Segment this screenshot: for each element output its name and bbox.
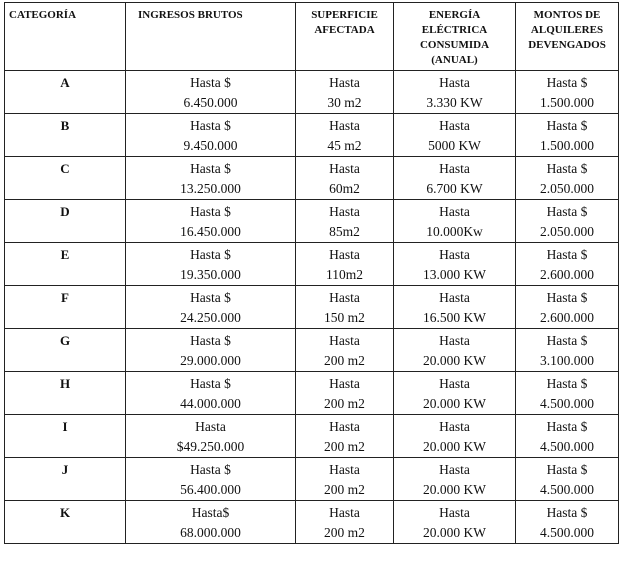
superficie-line: Hasta	[329, 204, 360, 219]
ingresos-cell	[126, 157, 296, 200]
header-line: SUPERFICIE	[311, 9, 378, 21]
header-line: DEVENGADOS	[528, 39, 606, 51]
category-cell: A	[5, 71, 126, 114]
alquileres-cell	[516, 415, 619, 458]
energia-line: Hasta	[439, 118, 470, 133]
header-line: INGRESOS BRUTOS	[138, 9, 243, 21]
header-ingresos-brutos	[126, 3, 296, 71]
ingresos-cell	[126, 243, 296, 286]
superficie-cell	[296, 415, 394, 458]
energia-line: 6.700 KW	[426, 181, 483, 196]
superficie-line: 200 m2	[324, 396, 365, 411]
alquileres-cell	[516, 71, 619, 114]
table-row	[5, 415, 619, 458]
alquileres-line: Hasta $	[546, 247, 588, 262]
superficie-line: Hasta	[329, 290, 360, 305]
energia-cell	[394, 71, 516, 114]
alquileres-cell	[516, 200, 619, 243]
ingresos-cell	[126, 329, 296, 372]
table-row	[5, 372, 619, 415]
category-cell: I	[5, 415, 126, 458]
category-cell: E	[5, 243, 126, 286]
ingresos-line: 24.250.000	[180, 310, 241, 325]
energia-cell	[394, 286, 516, 329]
alquileres-line: Hasta $	[546, 161, 588, 176]
alquileres-line: 2.050.000	[540, 224, 594, 239]
categories-table	[4, 2, 619, 544]
alquileres-line: 1.500.000	[540, 95, 594, 110]
ingresos-line: 44.000.000	[180, 396, 241, 411]
alquileres-cell	[516, 372, 619, 415]
superficie-line: 60m2	[329, 181, 360, 196]
energia-line: 3.330 KW	[426, 95, 483, 110]
alquileres-line: 4.500.000	[540, 482, 594, 497]
header-energia-electrica	[394, 3, 516, 71]
ingresos-cell	[126, 458, 296, 501]
energia-line: 10.000Kw	[426, 224, 483, 239]
energia-line: Hasta	[439, 161, 470, 176]
superficie-line: Hasta	[329, 462, 360, 477]
table-row	[5, 458, 619, 501]
alquileres-line: Hasta $	[546, 419, 588, 434]
alquileres-line: Hasta $	[546, 333, 588, 348]
ingresos-cell	[126, 114, 296, 157]
energia-line: 13.000 KW	[423, 267, 486, 282]
energia-line: 20.000 KW	[423, 353, 486, 368]
superficie-line: 110m2	[326, 267, 363, 282]
ingresos-line: Hasta $	[190, 462, 231, 477]
energia-cell	[394, 372, 516, 415]
alquileres-line: Hasta $	[546, 462, 588, 477]
alquileres-cell	[516, 329, 619, 372]
table-row	[5, 501, 619, 544]
ingresos-line: 29.000.000	[180, 353, 241, 368]
ingresos-line: Hasta $	[190, 118, 231, 133]
alquileres-line: 2.050.000	[540, 181, 594, 196]
header-superficie-afectada	[296, 3, 394, 71]
energia-line: Hasta	[439, 419, 470, 434]
energia-line: 16.500 KW	[423, 310, 486, 325]
energia-cell	[394, 329, 516, 372]
energia-line: 20.000 KW	[423, 482, 486, 497]
energia-cell	[394, 415, 516, 458]
header-row	[5, 3, 619, 71]
alquileres-line: 2.600.000	[540, 310, 594, 325]
ingresos-cell	[126, 286, 296, 329]
ingresos-cell	[126, 415, 296, 458]
superficie-cell	[296, 243, 394, 286]
category-cell: H	[5, 372, 126, 415]
ingresos-line: Hasta $	[190, 290, 231, 305]
ingresos-line: 56.400.000	[180, 482, 241, 497]
superficie-line: 30 m2	[327, 95, 362, 110]
energia-cell	[394, 458, 516, 501]
table-row	[5, 157, 619, 200]
energia-line: Hasta	[439, 247, 470, 262]
alquileres-cell	[516, 458, 619, 501]
categories-table-container	[4, 2, 618, 544]
category-cell: G	[5, 329, 126, 372]
alquileres-line: Hasta $	[546, 376, 588, 391]
table-row	[5, 286, 619, 329]
energia-cell	[394, 157, 516, 200]
ingresos-line: 19.350.000	[180, 267, 241, 282]
ingresos-line: Hasta $	[190, 204, 231, 219]
energia-cell	[394, 200, 516, 243]
superficie-line: 200 m2	[324, 353, 365, 368]
header-line: ALQUILERES	[530, 24, 604, 36]
table-row	[5, 329, 619, 372]
superficie-cell	[296, 200, 394, 243]
superficie-cell	[296, 501, 394, 544]
superficie-line: 150 m2	[324, 310, 365, 325]
energia-cell	[394, 114, 516, 157]
ingresos-line: Hasta $	[190, 75, 231, 90]
alquileres-line: 1.500.000	[540, 138, 594, 153]
header-categoria	[5, 3, 126, 71]
superficie-line: 45 m2	[327, 138, 362, 153]
superficie-line: 200 m2	[324, 525, 365, 540]
category-cell: K	[5, 501, 126, 544]
superficie-line: 200 m2	[324, 439, 365, 454]
alquileres-cell	[516, 243, 619, 286]
header-line: ENERGÍA	[428, 9, 481, 21]
energia-line: Hasta	[439, 462, 470, 477]
ingresos-line: 13.250.000	[180, 181, 241, 196]
ingresos-line: 9.450.000	[183, 138, 238, 153]
superficie-line: Hasta	[329, 118, 360, 133]
ingresos-line: Hasta $	[190, 247, 231, 262]
category-cell: B	[5, 114, 126, 157]
table-body	[5, 71, 619, 544]
alquileres-line: Hasta $	[546, 290, 588, 305]
energia-line: 20.000 KW	[423, 396, 486, 411]
ingresos-line: 6.450.000	[183, 95, 238, 110]
energia-line: Hasta	[439, 75, 470, 90]
table-row	[5, 243, 619, 286]
superficie-line: Hasta	[329, 505, 360, 520]
alquileres-line: 4.500.000	[540, 396, 594, 411]
table-row	[5, 200, 619, 243]
alquileres-line: 2.600.000	[540, 267, 594, 282]
ingresos-line: Hasta $	[190, 161, 231, 176]
header-line: CATEGORÍA	[9, 9, 77, 21]
header-line: CONSUMIDA	[419, 39, 490, 51]
superficie-line: 200 m2	[324, 482, 365, 497]
energia-line: 20.000 KW	[423, 439, 486, 454]
ingresos-cell	[126, 372, 296, 415]
superficie-line: Hasta	[329, 419, 360, 434]
ingresos-cell	[126, 71, 296, 114]
table-row	[5, 71, 619, 114]
superficie-cell	[296, 372, 394, 415]
ingresos-cell	[126, 200, 296, 243]
category-cell: C	[5, 157, 126, 200]
alquileres-line: Hasta $	[546, 505, 588, 520]
energia-line: Hasta	[439, 505, 470, 520]
superficie-line: Hasta	[329, 376, 360, 391]
header-line: MONTOS DE	[533, 9, 601, 21]
table-row	[5, 114, 619, 157]
ingresos-line: Hasta $	[190, 333, 231, 348]
alquileres-line: Hasta $	[546, 204, 588, 219]
category-cell: F	[5, 286, 126, 329]
superficie-line: Hasta	[329, 247, 360, 262]
ingresos-line: 68.000.000	[180, 525, 241, 540]
energia-line: Hasta	[439, 204, 470, 219]
alquileres-cell	[516, 157, 619, 200]
superficie-cell	[296, 329, 394, 372]
superficie-cell	[296, 71, 394, 114]
ingresos-line: Hasta$	[191, 505, 230, 520]
energia-line: Hasta	[439, 290, 470, 305]
header-line: ELÉCTRICA	[421, 24, 488, 36]
superficie-cell	[296, 114, 394, 157]
header-line: AFECTADA	[314, 24, 375, 36]
ingresos-cell	[126, 501, 296, 544]
alquileres-line: 4.500.000	[540, 439, 594, 454]
alquileres-line: Hasta $	[546, 118, 588, 133]
superficie-line: Hasta	[329, 75, 360, 90]
energia-line: Hasta	[439, 376, 470, 391]
ingresos-line: $49.250.000	[176, 439, 245, 454]
superficie-cell	[296, 157, 394, 200]
alquileres-cell	[516, 286, 619, 329]
superficie-cell	[296, 458, 394, 501]
superficie-line: 85m2	[329, 224, 360, 239]
category-cell: J	[5, 458, 126, 501]
ingresos-line: Hasta $	[190, 376, 231, 391]
energia-line: 20.000 KW	[423, 525, 486, 540]
energia-line: 5000 KW	[428, 138, 481, 153]
energia-cell	[394, 501, 516, 544]
header-line: (ANUAL)	[431, 54, 478, 66]
ingresos-line: Hasta	[195, 419, 226, 434]
alquileres-cell	[516, 114, 619, 157]
header-montos-alquileres	[516, 3, 619, 71]
alquileres-line: 4.500.000	[540, 525, 594, 540]
alquileres-cell	[516, 501, 619, 544]
alquileres-line: 3.100.000	[540, 353, 594, 368]
superficie-line: Hasta	[329, 161, 360, 176]
energia-cell	[394, 243, 516, 286]
energia-line: Hasta	[439, 333, 470, 348]
alquileres-line: Hasta $	[546, 75, 588, 90]
superficie-cell	[296, 286, 394, 329]
superficie-line: Hasta	[329, 333, 360, 348]
ingresos-line: 16.450.000	[180, 224, 241, 239]
category-cell: D	[5, 200, 126, 243]
